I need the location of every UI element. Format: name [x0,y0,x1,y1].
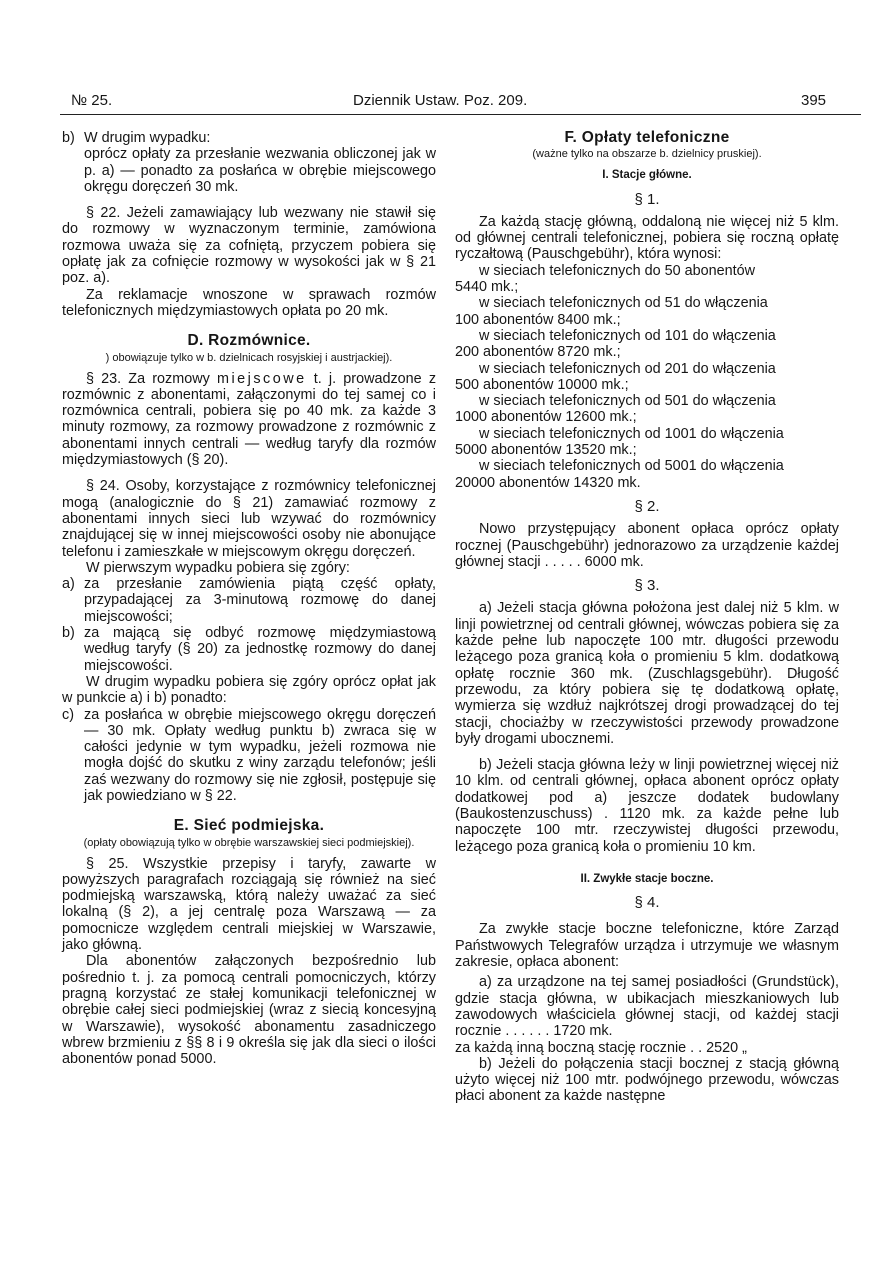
item-text: za mającą się odbyć rozmowę międzymiastową według taryfy (§ 20) za jednostkę rozmowy do danej miejscowości. [84,625,436,674]
subsection-i-heading: I. Stacje główne. [602,169,692,182]
fee-line: w sieciach telefonicznych od 201 do włączenia [479,360,776,377]
paragraph-4-heading: § 4. [634,894,660,912]
paragraph-23 [62,371,436,469]
item-label: b) [62,625,75,642]
paragraph-4a-other: za każdą inną boczną stację rocznie . . 2520 „ [455,1039,747,1056]
section-e-heading: E. Sieć podmiejska. [173,817,325,835]
section-e-note: (opłaty obowiązują tylko w obrębie warszawskiej sieci podmiejskiej). [83,836,415,849]
item-text: za posłańca w obrębie miejscowego okręgu doręczeń — 30 mk. Opłaty według punktu b) zwraca się w całości jedynie w tym wypadku, jeżeli rozmowa nie mogła dojść do skutku z winy zarządu telefonów; jeśli zaś wezwany do rozmowy się nie zgłosił, postępuje się jak powiedziano w § 22. [84,706,436,804]
fee-list [455,263,839,491]
page-number: 395 [801,92,827,109]
section-f-heading: F. Opłaty telefoniczne [564,129,730,146]
fee-amount: 200 abonentów 8720 mk.; [455,344,621,361]
paragraph-2-text: Nowo przystępujący abonent opłaca oprócz opłaty rocznej (Pauschgebühr) jednorazowo za urządzenie każdej głównej stacji . . . . . 6000 mk. [455,521,839,570]
section-f-note: (ważne tylko na obszarze b. dzielnicy pruskiej). [532,148,762,161]
fee-line: w sieciach telefonicznych od 51 do włączenia [479,295,768,312]
paragraph-4b: b) Jeżeli do połączenia stacji bocznej z stacją główną użyto więcej niż 100 mtr. podwójnego przewodu, wówczas płaci abonent za każde następne [455,1055,839,1105]
paragraph-3a: a) Jeżeli stacja główna położona jest dalej niż 5 klm. w linji powietrznej od centrali głównej, wówczas pobiera się za każde pełne lub napoczęte 100 mtr. długości przewodu leżącego poza granicą koła o promieniu 5 klm. dodatkową opłatę rocznie 360 mk. (Zuschlagsgebühr). Długość przewodu, za który pobiera się tę dodatkową opłatę, wymierza się wzdłuż najkrótszej drogi prowadzącej do tej stacji, chociażby w rzeczywistości przewody prowadzone były drogami ubocznemi. [455,600,839,747]
paragraph-2-heading: § 2. [634,497,660,515]
fee-amount: 1000 abonentów 12600 mk.; [455,409,637,426]
paragraph-25-subscribers: Dla abonentów załączonych bezpośrednio lub pośrednio t. j. za pomocą centrali pomocniczych, którzy pragną korzystać ze stałej komunikacji telefonicznej w obrębie całej sieci podmiejskiej (wraz z siecią koncesyjną w Warszawie), wysokość abonamentu zasadniczego wbrew brzmieniu z §§ 8 i 9 określa się jak dla sieci o ilości abonentów ponad 5000. [62,953,436,1068]
paragraph-4-text: Za zwykłe stacje boczne telefoniczne, które Zarząd Państwowych Telegrafów urządza i utrzymuje we własnym zakresie, opłaca abonent: [455,921,839,971]
fee-line: w sieciach telefonicznych do 50 abonentów [479,262,755,279]
paragraph-25: § 25. Wszystkie przepisy i taryfy, zawarte w powyższych paragrafach rozciągają się również na sieć podmiejską warszawską, którą należy uważać za sieć lokalną (§ 2), a jej centralę poza Warszawą — za pomocnicze względem centrali miejskiej w Warszawie, jako główną. [62,855,436,954]
paragraph-24-second-case: W drugim wypadku pobiera się zgóry oprócz opłat jak w punkcie a) i b) ponadto: [62,673,436,707]
item-label: b) [62,130,75,146]
fee-line: w sieciach telefonicznych od 501 do włączenia [479,393,776,410]
paragraph-22: § 22. Jeżeli zamawiający lub wezwany nie stawił się do rozmowy w wyznaczonym terminie, zamówiona rozmowa uważa się za cofniętą, przyczem pobiera się opłatę jak za cofnięcie rozmowy w wysokości jak w § 21 poz. a). [62,205,436,287]
paragraph-24-first-case: W pierwszym wypadku pobiera się zgóry: [86,559,350,576]
paragraph-24: § 24. Osoby, korzystające z rozmównicy telefonicznej mogą (analogicznie do § 21) zamawiać rozmowy z abonentami innych sieci lub wzywać do rozmównicy znajdującej się w innej miejscowości osoby nie abonujące telefonu i zamieszkałe w miejscowym okręgu doręczeń. [62,478,436,560]
paragraph-3-heading: § 3. [634,577,660,595]
subsection-ii-heading: II. Zwykłe stacje boczne. [580,872,714,885]
left-column [62,130,436,1067]
item-b [62,130,436,146]
fee-amount: 5440 mk.; [455,279,519,296]
paragraph-23-rest: t. j. prowadzone z rozmównic z abonentami, załączonymi do tej samej co i rozmównica centrali, pobiera się po 40 mk. za każde 3 minuty rozmowy, za rozmowy prowadzone z rozmównic z abonentami innych centrali — według taryfy dla rozmów międzymiastowych (§ 20). [62,370,437,469]
paragraph-23-start: § 23. Za rozmowy [86,370,210,387]
header-rule [60,114,861,115]
paragraph-1-text: Za każdą stację główną, oddaloną nie więcej niż 5 klm. od głównej centrali telefonicznej, pobiera się roczną opłatę ryczałtową (Pauschgebühr), która wynosi: [455,213,839,263]
fee-line: w sieciach telefonicznych od 1001 do włączenia [479,425,784,442]
paragraph-23-spaced: miejscowe [216,370,307,387]
paragraph-1-heading: § 1. [634,190,660,208]
right-column [455,130,839,1105]
item-text: W drugim wypadku: [84,130,211,146]
item-text: za przesłanie zamówienia piątą część opłaty, przypadającej za 3-minutową rozmowę do danej miejscowości; [84,576,436,625]
section-d-heading: D. Rozmównice. [187,332,311,350]
paragraph-3b: b) Jeżeli stacja główna leży w linji powietrznej więcej niż 10 klm. od centrali głównej, opłaca abonent oprócz opłaty dodatkowej pod a) jeszcze dodatek budowlany (Baukostenzuschuss) . 1120 mk. za każde pełne lub napoczęte 100 mtr. rzeczywistej długości przewodu, leżącego poza granicą koła o promieniu 10 km. [455,757,839,855]
item-24b [62,625,436,674]
journal-title: Dziennik Ustaw. Poz. 209. [353,92,528,109]
fee-line: w sieciach telefonicznych od 5001 do włączenia [479,458,784,475]
section-d-note: ) obowiązuje tylko w b. dzielnicach rosyjskiej i austrjackiej). [105,351,393,364]
item-24a [62,576,436,625]
item-b-continuation: oprócz opłaty za przesłanie wezwania obliczonej jak w p. a) — ponadto za posłańca w obrębie miejscowego okręgu doręczeń 30 mk. [84,146,436,195]
fee-line: w sieciach telefonicznych od 101 do włączenia [479,327,776,344]
fee-amount: 100 abonentów 8400 mk.; [455,311,621,328]
fee-amount: 5000 abonentów 13520 mk.; [455,442,637,459]
paragraph-22-reclamation: Za reklamacje wnoszone w sprawach rozmów telefonicznych międzymiastowych opłata po 20 mk. [62,286,436,319]
item-label: c) [62,706,74,723]
fee-amount: 20000 abonentów 14320 mk. [455,474,641,491]
item-label: a) [62,576,75,593]
fee-amount: 500 abonentów 10000 mk.; [455,376,629,393]
item-24c [62,707,436,805]
paragraph-4a: a) za urządzone na tej samej posiadłości (Grundstück), gdzie stacja główna, w ubikacjach mieszkaniowych lub zawodowych właściciela głównej stacji, od każdej stacji rocznie . . . . . . 1720 mk. [455,974,839,1040]
issue-number: № 25. [71,92,113,109]
